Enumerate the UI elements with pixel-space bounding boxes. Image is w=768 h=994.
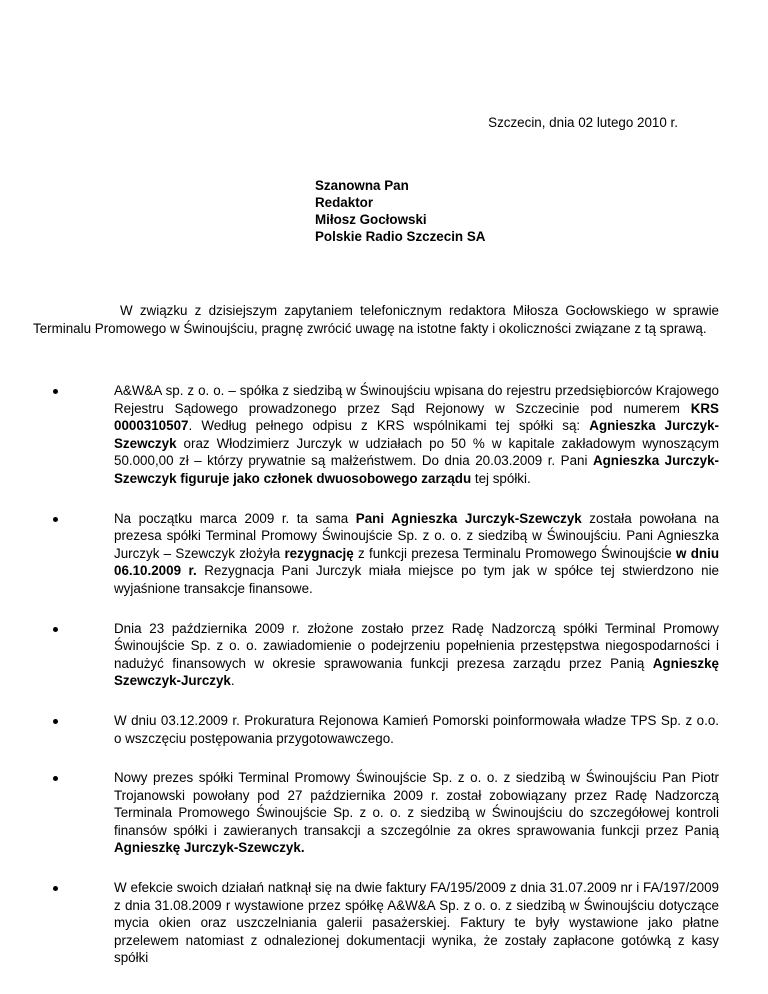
text-run: A&W&A sp. z o. o. – spółka z siedzibą w Świnoujściu wpisana do rejestru przedsiębiorców Krajowego Rejestru Sądowego prowadzonego przez Sąd Rejonowy w Szczecinie pod numerem bbox=[114, 383, 719, 416]
text-run: oraz Włodzimierz Jurczyk w udziałach po 50 % w kapitale zakładowym wynoszącym 50.000,00 zł – którzy prywatnie są małżeństwem. Do dnia 20.03.2009 r. Pani bbox=[114, 435, 719, 469]
bold-text: Pani Agnieszka Jurczyk-Szewczyk bbox=[355, 510, 582, 526]
text-run: tej spółki. bbox=[471, 470, 531, 486]
text-run: Dnia 23 października 2009 r. złożone zostało przez Radę Nadzorczą spółki Terminal Promowy Świnoujście Sp. z o. o. zawiadomienie o podejrzeniu popełnienia przestępstwa niegospodarności i nadużyć finansowych w okresie sprawowania funkcji prezesa zarządu przez Panią bbox=[114, 620, 719, 671]
letter-date: Szczecin, dnia 02 lutego 2010 r. bbox=[488, 115, 678, 130]
list-item bbox=[33, 620, 719, 690]
text-run: W dniu 03.12.2009 r. Prokuratura Rejonowa Kamień Pomorski poinformowała władze TPS Sp. z o.o. o wszczęciu postępowania przygotowawczego. bbox=[114, 712, 719, 746]
bold-text: Agnieszka Jurczyk-Szewczyk bbox=[114, 418, 719, 451]
text-run: Na początku marca 2009 r. ta sama bbox=[114, 510, 356, 526]
bullet-dot-icon bbox=[53, 517, 58, 522]
text-run: . Według pełnego odpisu z KRS wspólnikami tej spółki są: bbox=[188, 418, 590, 434]
recipient-block bbox=[315, 177, 485, 245]
bold-text: w dniu 06.10.2009 r. bbox=[114, 545, 720, 579]
bold-text: Agnieszka Jurczyk-Szewczyk figuruje jako członek dwuosobowego zarządu bbox=[114, 453, 719, 486]
recipient-organization: Polskie Radio Szczecin SA bbox=[315, 229, 486, 244]
list-item bbox=[33, 769, 719, 857]
text-run: z funkcji prezesa Terminalu Promowego Świnoujście bbox=[353, 545, 677, 561]
list-item bbox=[33, 382, 719, 488]
bold-text: rezygnację bbox=[284, 545, 354, 561]
list-item bbox=[33, 712, 719, 747]
bullet-dot-icon bbox=[53, 776, 58, 781]
list-item bbox=[33, 510, 719, 598]
facts-list bbox=[33, 382, 719, 989]
bullet-dot-icon bbox=[53, 389, 58, 394]
recipient-salutation: Szanowna Pan bbox=[315, 178, 409, 193]
list-item bbox=[33, 879, 719, 967]
bold-text: KRS 0000310507 bbox=[114, 400, 719, 434]
text-run: W efekcie swoich działań natknął się na dwie faktury FA/195/2009 z dnia 31.07.2009 nr i FA/197/2009 z dnia 31.08.2009 r wystawione przez spółkę A&W&A Sp. z o. o. z siedzibą w Świnoujściu dotyczące mycia okien oraz uszczelniania galerii pasażerskiej. Faktury te były wystawione jako płatne przelewem natomiast z odnalezionej dokumentacji wynika, że zostały zapłacone gotówką z kasy spółki bbox=[114, 880, 719, 966]
text-run: Nowy prezes spółki Terminal Promowy Świnoujście Sp. z o. o. z siedzibą w Świnoujściu Pan Piotr Trojanowski powołany pod 27 października 2009 r. został zobowiązany przez Radę Nadzorczą Terminala Promowego Świnoujście Sp. z o. o. z siedzibą w Świnoujściu do szczegółowej kontroli finansów spółki i zawieranych transakcji a szczególnie za okres sprawowania funkcji przez Panią bbox=[114, 770, 719, 838]
bullet-dot-icon bbox=[53, 886, 58, 891]
recipient-name: Miłosz Gocłowski bbox=[315, 212, 427, 227]
text-run: Rezygnacja Pani Jurczyk miała miejsce po tym jak w spółce tej stwierdzono nie wyjaśnione transakcje finansowe. bbox=[114, 563, 719, 596]
bullet-dot-icon bbox=[53, 627, 58, 632]
bold-text: Agnieszkę Szewczyk-Jurczyk bbox=[114, 655, 719, 689]
intro-paragraph: W związku z dzisiejszym zapytaniem telefonicznym redaktora Miłosza Gocłowskiego w sprawie Terminalu Promowego w Świnoujściu, pragnę zwrócić uwagę na istotne fakty i okoliczności związane z tą sprawą. bbox=[33, 303, 719, 336]
recipient-title: Redaktor bbox=[315, 195, 374, 210]
bullet-dot-icon bbox=[53, 719, 58, 724]
text-run: została powołana na prezesa spółki Terminal Promowy Świnoujście Sp. z o. o. z siedzibą w Świnoujściu. Pani Agnieszka Jurczyk – Szewczyk złożyła bbox=[114, 510, 719, 561]
bold-text: Agnieszkę Jurczyk-Szewczyk. bbox=[114, 840, 305, 856]
text-run: . bbox=[230, 673, 235, 689]
